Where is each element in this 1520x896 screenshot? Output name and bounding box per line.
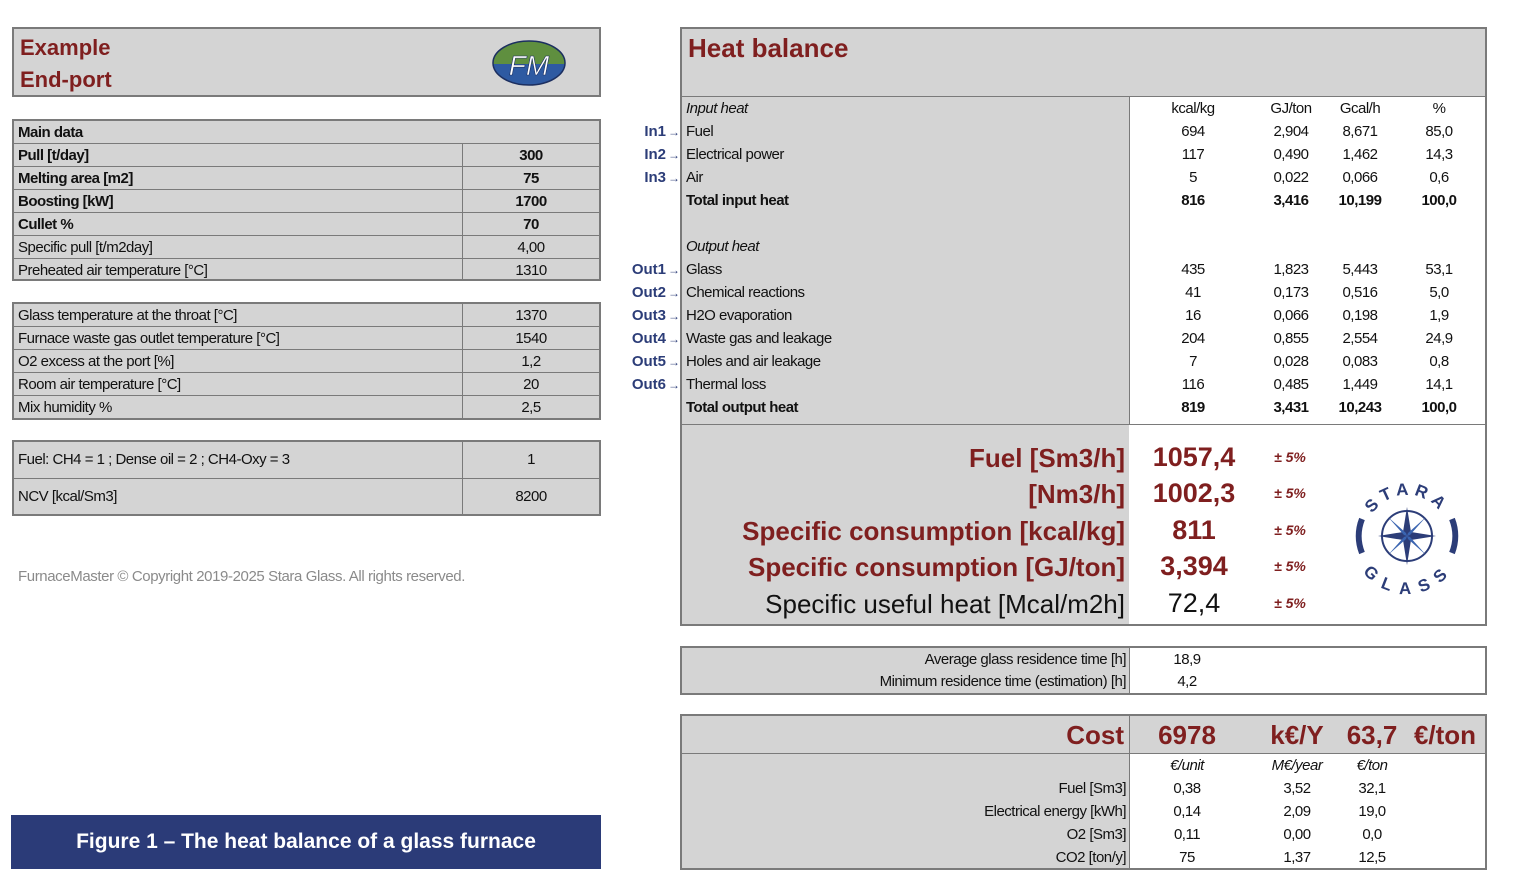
cost-row-value: 0,14 [1173,803,1201,820]
output-heat-row-label: Glass [686,261,722,278]
fuel-selection-table [12,440,601,516]
output-tag [600,281,680,304]
input-heat-row [682,120,1485,143]
ncv-label: NCV [kcal/Sm3] [18,488,117,505]
total-input-heat-row-value: 3,416 [1273,192,1309,209]
output-heat-row-value: 204 [1181,330,1205,347]
output-heat-row [682,350,1485,373]
residence-label: Average glass residence time [h] [924,651,1126,668]
output-heat-row-value: 14,1 [1425,376,1453,393]
input-heat-row-value: 5 [1189,169,1197,186]
output-heat-row-value: 0,173 [1273,284,1309,301]
temperature-label: Mix humidity % [18,399,112,416]
stara-logo-top-text: STARA [1360,479,1454,517]
temperature-label: Furnace waste gas outlet temperature [°C] [18,330,280,347]
arrow-icon: → [668,263,680,277]
heat-balance-column-header: kcal/kg [1171,100,1215,117]
main-data-value[interactable]: 70 [523,216,539,233]
input-heat-row-value: 14,3 [1425,146,1453,163]
temperature-value[interactable]: 2,5 [521,399,541,416]
total-input-heat-row-value: 816 [1181,192,1205,209]
arrow-icon: → [668,286,680,300]
total-output-heat-row-label: Total output heat [686,399,799,416]
result-value: 1057,4 [1152,442,1236,472]
input-heat-row-value: 0,6 [1429,169,1449,186]
output-heat-row-value: 0,083 [1342,353,1378,370]
input-heat-row-value: 0,066 [1342,169,1378,186]
output-heat-row-value: 0,8 [1429,353,1449,370]
output-tag-text: Out1 [631,261,666,278]
arrow-icon: → [668,171,680,185]
total-output-heat-row-value: 10,243 [1338,399,1382,416]
main-data-heading-row [14,121,599,144]
figure-caption [11,815,601,869]
copyright-notice: FurnaceMaster © Copyright 2019-2025 Stara Glass. All rights reserved. [18,568,466,585]
output-heat-row-value: 435 [1181,261,1205,278]
output-heat-row-label: H2O evaporation [686,307,792,324]
output-heat-row-value: 5,0 [1429,284,1449,301]
residence-time-table [680,646,1487,695]
cost-row-value: 12,5 [1358,849,1386,866]
input-tag [600,143,680,166]
heat-balance-title: Heat balance [688,33,849,63]
main-data-value[interactable]: 4,00 [517,239,545,256]
main-data-row [14,167,599,190]
input-heat-row-value: 1,462 [1342,146,1378,163]
arrow-icon: → [668,355,680,369]
output-heat-row-value: 0,855 [1273,330,1309,347]
output-heat-row-label: Waste gas and leakage [686,330,832,347]
stara-glass-logo [1348,477,1466,595]
result-value: 1002,3 [1152,478,1236,508]
output-heat-row-label: Holes and air leakage [686,353,821,370]
temperature-value[interactable]: 1,2 [521,353,541,370]
result-label: [Nm3/h] [1028,479,1125,509]
temperature-label: Room air temperature [°C] [18,376,181,393]
main-data-heading: Main data [18,124,83,141]
cost-column-header: €/unit [1170,757,1204,774]
result-value: 72,4 [1167,588,1221,618]
output-heat-row-value: 5,443 [1342,261,1378,278]
output-heat-row-label: Chemical reactions [686,284,805,301]
fuel-type-value[interactable]: 1 [527,451,535,468]
output-tag [600,258,680,281]
result-tolerance: ± 5% [1274,558,1306,574]
input-tag [600,120,680,143]
cost-column-header: €/ton [1356,757,1388,774]
svg-text:GLASS [1360,562,1455,595]
cost-row-value: 1,37 [1283,849,1311,866]
project-title-box [12,27,601,97]
output-heat-row-value: 1,823 [1273,261,1309,278]
output-heat-row [682,304,1485,327]
arrow-icon: → [668,148,680,162]
input-heat-heading: Input heat [686,100,748,117]
output-heat-row-value: 1,449 [1342,376,1378,393]
main-data-label: Pull [t/day] [18,147,89,164]
cost-row-label: CO2 [ton/y] [1055,849,1126,866]
cost-row-label: Fuel [Sm3] [1058,780,1126,797]
input-heat-row-value: 0,022 [1273,169,1309,186]
output-heat-row-value: 2,554 [1342,330,1378,347]
input-tag-text: In2 [644,146,666,163]
result-label: Fuel [Sm3/h] [968,443,1125,473]
cost-row-value: 75 [1179,849,1195,866]
cost-table [680,714,1487,870]
input-heat-row-value: 694 [1181,123,1205,140]
result-tolerance: ± 5% [1274,522,1306,538]
input-tag [600,166,680,189]
output-heat-row [682,327,1485,350]
cost-row-value: 0,00 [1283,826,1311,843]
input-heat-row-value: 85,0 [1425,123,1453,140]
input-heat-heading-row [682,97,1485,120]
heat-balance-column-header: % [1432,100,1446,117]
temperature-value[interactable]: 1540 [515,330,547,347]
result-value: 3,394 [1160,551,1228,581]
result-label: Specific useful heat [Mcal/m2h] [765,589,1125,619]
project-title-line2: End-port [20,67,112,92]
cost-row-value: 3,52 [1283,780,1311,797]
main-data-label: Specific pull [t/m2day] [18,239,153,256]
temperature-label: O2 excess at the port [%] [18,353,174,370]
figure-caption-text: Figure 1 – The heat balance of a glass furnace [76,830,536,853]
heat-balance-column-header: GJ/ton [1270,100,1312,117]
output-heat-row-value: 0,028 [1273,353,1309,370]
cost-row-value: 19,0 [1358,803,1386,820]
cost-row [682,823,1485,846]
output-tag-text: Out6 [631,376,666,393]
temperature-row [14,304,599,327]
temperature-row [14,373,599,396]
input-heat-row [682,143,1485,166]
total-input-heat-row-label: Total input heat [686,192,789,209]
cost-row [682,777,1485,800]
main-data-label: Melting area [m2] [18,170,133,187]
result-tolerance: ± 5% [1274,485,1306,501]
cost-row-label: O2 [Sm3] [1066,826,1126,843]
input-heat-row-value: 0,490 [1273,146,1309,163]
input-heat-row [682,166,1485,189]
temperature-value[interactable]: 20 [523,376,539,393]
cost-column-header: M€/year [1271,757,1323,774]
output-heat-row-value: 0,198 [1342,307,1378,324]
output-heat-row-value: 16 [1185,307,1201,324]
total-output-heat-row-value: 100,0 [1421,399,1457,416]
input-heat-row-label: Air [686,169,703,186]
heat-balance-panel [680,27,1487,626]
input-tag-text: In1 [644,123,666,140]
arrow-icon: → [668,309,680,323]
input-heat-row-value: 117 [1181,146,1205,163]
residence-row [682,648,1485,671]
total-input-heat-row-value: 10,199 [1338,192,1382,209]
main-data-value[interactable]: 1310 [515,262,547,279]
output-tag-text: Out2 [631,284,666,301]
output-heat-heading: Output heat [686,238,759,255]
temperature-value[interactable]: 1370 [515,307,547,324]
main-data-table [12,119,601,281]
total-input-heat-row [682,189,1485,212]
stara-logo-bottom-text: GLASS [1359,561,1455,595]
output-heat-row-label: Thermal loss [686,376,766,393]
cost-row-value: 0,0 [1362,826,1382,843]
output-heat-row-value: 0,066 [1273,307,1309,324]
input-tag-text: In3 [644,169,666,186]
output-heat-row [682,258,1485,281]
output-heat-row-value: 24,9 [1425,330,1453,347]
heat-balance-column-header: Gcal/h [1339,100,1381,117]
output-heat-row [682,373,1485,396]
temperature-row [14,327,599,350]
output-tag-text: Out5 [631,353,666,370]
cost-unit-annual: k€/Y [1270,720,1324,750]
cost-unit-per-ton: €/ton [1413,720,1477,750]
result-tolerance: ± 5% [1274,449,1306,465]
cost-row-value: 0,38 [1173,780,1201,797]
result-tolerance: ± 5% [1274,595,1306,611]
input-heat-row-label: Electrical power [686,146,784,163]
total-output-heat-row-value: 3,431 [1273,399,1309,416]
total-output-heat-row [682,396,1485,419]
result-label: Specific consumption [kcal/kg] [742,516,1125,546]
residence-row [682,670,1485,693]
output-heat-row-value: 0,516 [1342,284,1378,301]
logo-text: FM [508,50,550,81]
ncv-value[interactable]: 8200 [515,488,547,505]
cost-row-label: Electrical energy [kWh] [984,803,1126,820]
main-data-value[interactable]: 300 [519,147,543,164]
cost-row [682,846,1485,869]
main-data-row [14,236,599,259]
output-tag [600,327,680,350]
output-heat-row-value: 7 [1189,353,1197,370]
temperature-row [14,350,599,373]
output-heat-row-value: 116 [1181,376,1205,393]
main-data-value[interactable]: 75 [523,170,539,187]
main-data-row [14,259,599,282]
cost-row-value: 0,11 [1173,826,1201,843]
input-heat-row-value: 2,904 [1273,123,1309,140]
output-tag [600,304,680,327]
output-heat-row-value: 1,9 [1429,307,1449,324]
main-data-row [14,190,599,213]
output-heat-row-value: 53,1 [1425,261,1453,278]
arrow-icon: → [668,378,680,392]
project-title-line1: Example [20,35,111,60]
total-output-heat-row-value: 819 [1181,399,1205,416]
arrow-icon: → [668,332,680,346]
furnacemaster-logo [492,40,566,86]
main-data-label: Preheated air temperature [°C] [18,262,208,279]
cost-column-header-row [682,754,1485,777]
main-data-value[interactable]: 1700 [515,193,547,210]
total-input-heat-row-value: 100,0 [1421,192,1457,209]
cost-row-value: 32,1 [1358,780,1386,797]
arrow-icon: → [668,125,680,139]
main-data-label: Boosting [kW] [18,193,114,210]
output-heat-heading-row [682,235,1485,258]
cost-row-value: 2,09 [1283,803,1311,820]
input-heat-row-value: 8,671 [1342,123,1378,140]
result-value: 811 [1172,515,1216,545]
residence-value: 4,2 [1177,673,1197,690]
output-tag-text: Out4 [631,330,666,347]
output-heat-row [682,281,1485,304]
main-data-label: Cullet % [18,216,74,233]
cost-total-annual: 6978 [1158,720,1216,750]
main-data-row [14,144,599,167]
output-tag [600,350,680,373]
input-heat-row-label: Fuel [686,123,714,140]
temperature-row [14,396,599,419]
output-heat-row-value: 41 [1185,284,1201,301]
fuel-type-label: Fuel: CH4 = 1 ; Dense oil = 2 ; CH4-Oxy = 3 [18,451,290,468]
output-heat-row-value: 0,485 [1273,376,1309,393]
output-tag-text: Out3 [631,307,666,324]
residence-value: 18,9 [1173,651,1201,668]
cost-per-ton: 63,7 [1346,720,1398,750]
cost-row [682,800,1485,823]
main-data-row [14,213,599,236]
output-tag [600,373,680,396]
result-label: Specific consumption [GJ/ton] [747,552,1125,582]
temperature-table [12,302,601,420]
residence-label: Minimum residence time (estimation) [h] [879,673,1126,690]
cost-label: Cost [1066,720,1124,750]
temperature-label: Glass temperature at the throat [°C] [18,307,237,324]
